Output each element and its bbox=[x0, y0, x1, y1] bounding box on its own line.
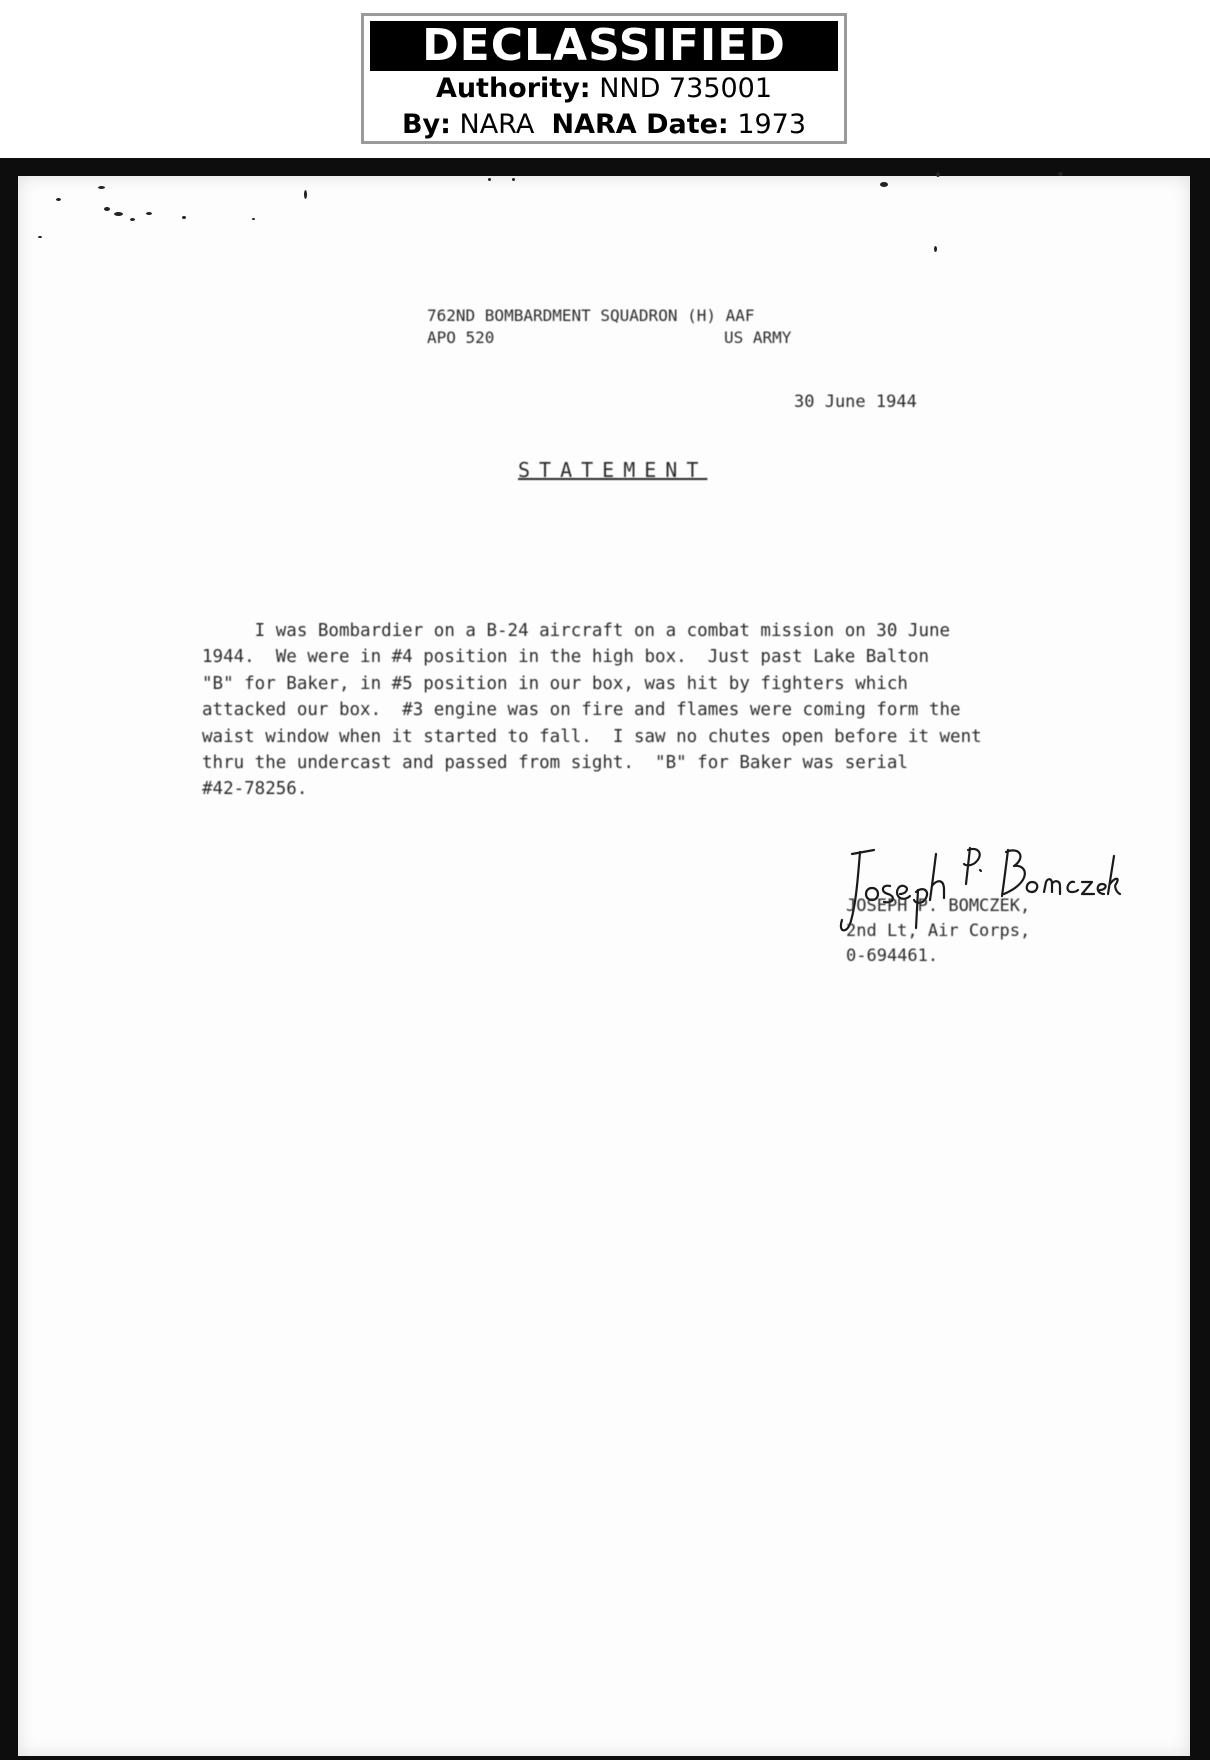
stamp-date-label: NARA Date: bbox=[551, 109, 729, 140]
scanned-page-frame bbox=[0, 158, 1210, 1760]
body-line: I was Bombardier on a B-24 aircraft on a combat mission on 30 June bbox=[202, 621, 951, 641]
letterhead-line-1: 762ND BOMBARDMENT SQUADRON (H) AAF bbox=[427, 306, 755, 325]
stamp-date-value: 1973 bbox=[737, 109, 807, 140]
stamp-by-line bbox=[364, 107, 844, 143]
stamp-authority-label: Authority: bbox=[435, 73, 591, 104]
body-line: 1944. We were in #4 position in the high box. Just past Lake Balton bbox=[202, 647, 929, 668]
body-line: thru the undercast and passed from sight. "B" for Baker was serial bbox=[202, 753, 908, 774]
stamp-title: DECLASSIFIED bbox=[370, 21, 838, 71]
body-line: waist window when it started to fall. I saw no chutes open before it went bbox=[202, 726, 982, 747]
stamp-by-value: NARA bbox=[459, 109, 535, 140]
body-line: #42-78256. bbox=[202, 779, 308, 800]
stamp-by-label: By: bbox=[401, 109, 451, 140]
signer-rank: 2nd Lt, Air Corps, bbox=[846, 921, 1031, 941]
document-date: 30 June 1944 bbox=[794, 392, 917, 412]
signer-serial: 0-694461. bbox=[846, 946, 939, 966]
document-title: STATEMENT bbox=[518, 458, 708, 482]
stamp-authority-value: NND 735001 bbox=[599, 73, 773, 104]
body-line: "B" for Baker, in #5 position in our box, was hit by fighters which bbox=[202, 673, 908, 694]
signer-name: JOSEPH P. BOMCZEK, bbox=[846, 896, 1031, 916]
statement-body bbox=[202, 618, 1122, 803]
declassified-stamp bbox=[361, 13, 847, 144]
stamp-authority-line bbox=[364, 71, 844, 107]
body-line: attacked our box. #3 engine was on fire and flames were coming form the bbox=[202, 700, 961, 721]
letterhead-apo: APO 520 bbox=[427, 328, 495, 347]
document-page bbox=[18, 176, 1190, 1756]
letterhead-army: US ARMY bbox=[724, 328, 792, 347]
